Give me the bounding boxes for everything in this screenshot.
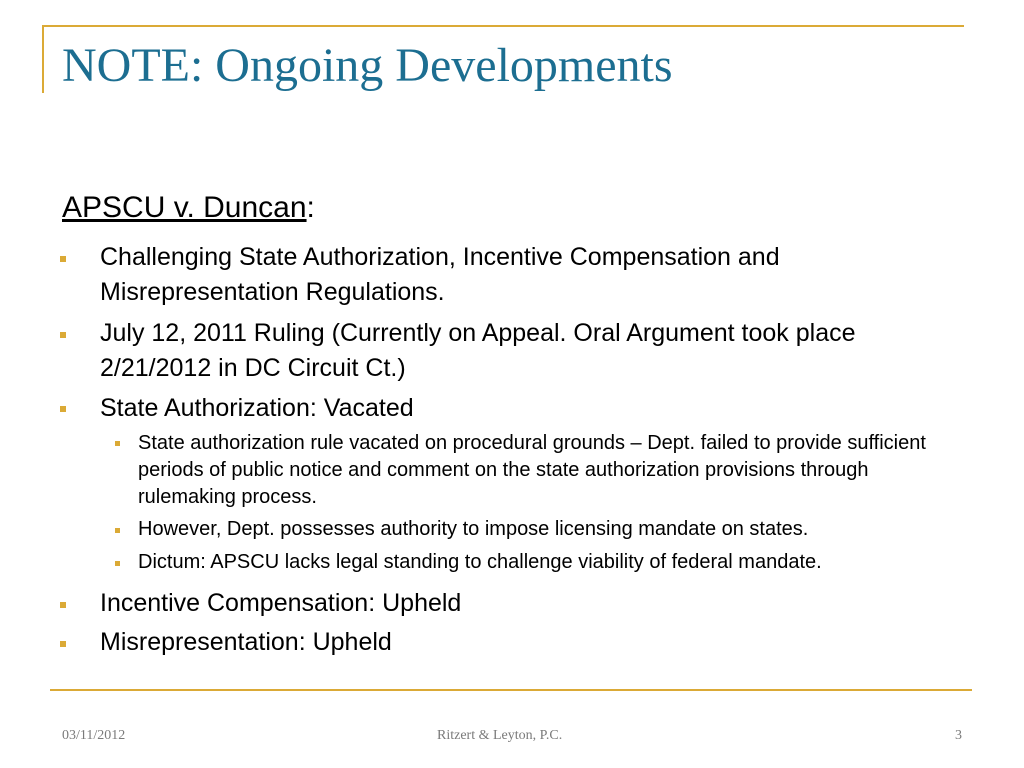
sub-bullet-marker (115, 561, 120, 566)
bullet-marker (60, 406, 66, 412)
footer-date: 03/11/2012 (62, 728, 126, 743)
sub-bullet-authority: However, Dept. possesses authority to impose licensing mandate on states. (138, 518, 809, 540)
sub-bullet-marker (115, 528, 120, 533)
sub-bullet-dictum: Dictum: APSCU lacks legal standing to challenge viability of federal mandate. (138, 551, 822, 573)
bullet-misrepresentation: Misrepresentation: Upheld (100, 628, 392, 656)
case-name: APSCU v. Duncan (62, 191, 307, 224)
bullet-incentive-compensation: Incentive Compensation: Upheld (100, 589, 462, 617)
bullet-state-authorization: State Authorization: Vacated (100, 394, 414, 422)
bullet-challenging: Challenging State Authorization, Incentive Compensation and Misrepresentation Regulations. (100, 243, 780, 306)
case-heading-colon: : (306, 191, 315, 224)
bullet-ruling: July 12, 2011 Ruling (Currently on Appeal. Oral Argument took place 2/21/2012 in DC Circuit Ct.) (100, 319, 856, 382)
bottom-rule (50, 689, 972, 691)
bullet-marker (60, 602, 66, 608)
case-heading (62, 190, 315, 226)
sub-bullet-marker (115, 441, 120, 446)
bullet-marker (60, 256, 66, 262)
bullet-marker (60, 332, 66, 338)
footer-page-number: 3 (955, 728, 962, 743)
slide-title: NOTE: Ongoing Developments (62, 39, 673, 92)
sub-bullet-procedural: State authorization rule vacated on procedural grounds – Dept. failed to provide sufficient periods of public notice and comment on the state authorization provisions through rulemaking process. (138, 432, 926, 508)
bullet-marker (60, 641, 66, 647)
left-rule (42, 25, 44, 93)
footer-firm: Ritzert & Leyton, P.C. (437, 728, 563, 743)
top-rule (42, 25, 964, 27)
